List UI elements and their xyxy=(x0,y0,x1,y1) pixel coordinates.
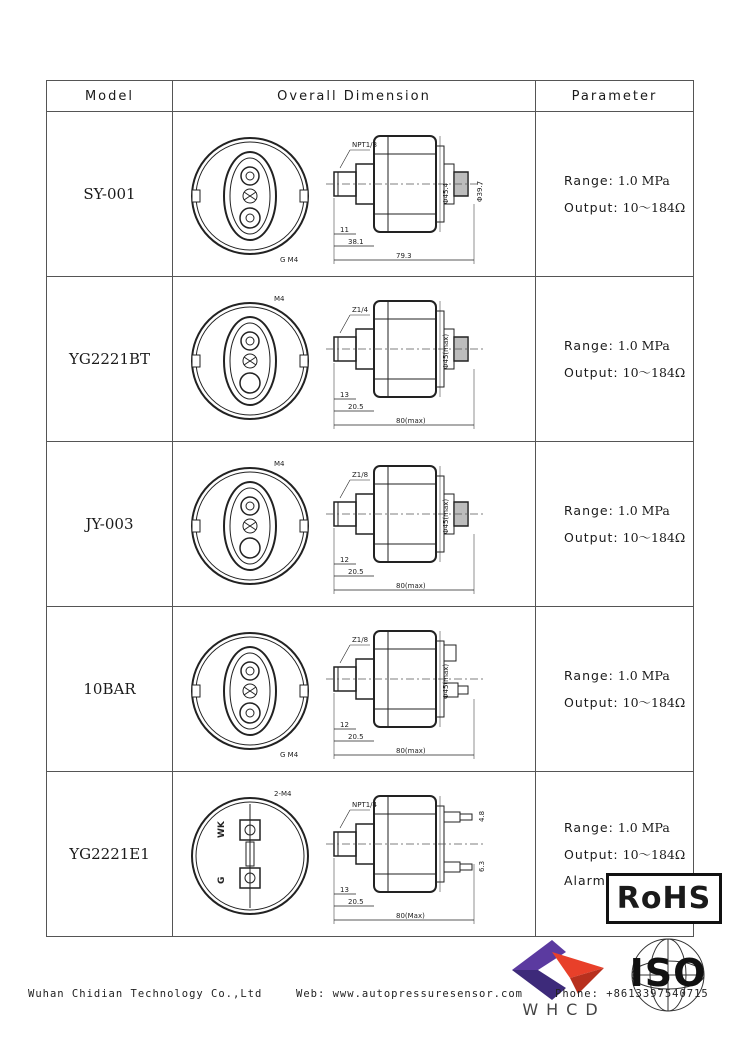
dim-b-label: 20.5 xyxy=(348,403,364,411)
terminal2-label: 6.3 xyxy=(478,860,486,872)
output-line xyxy=(564,528,693,546)
dim-a-label: 12 xyxy=(340,556,349,564)
dim-b-label: 20.5 xyxy=(348,568,364,576)
output-line xyxy=(564,845,693,863)
iso-text: ISO xyxy=(629,951,707,995)
parameter-cell xyxy=(536,442,694,607)
table-row xyxy=(47,277,694,442)
output-line xyxy=(564,198,693,216)
mount-label: G M4 xyxy=(280,751,299,759)
output-label: Output: xyxy=(564,847,619,862)
rohs-badge: RoHS xyxy=(606,873,722,924)
model-cell: YG2221BT xyxy=(47,277,173,442)
range-label: Range: xyxy=(564,667,614,683)
thread-label: Z1/8 xyxy=(352,471,369,479)
dim-b-label: 38.1 xyxy=(348,238,364,246)
range-value: 1.0 MPa xyxy=(617,667,670,683)
range-label: Range: xyxy=(564,502,614,518)
output-line xyxy=(564,693,693,711)
terminal1-label: 4.8 xyxy=(478,810,486,822)
table-row xyxy=(47,607,694,772)
sensor-dimension-drawing xyxy=(184,774,524,934)
table-row xyxy=(47,112,694,277)
diameter-label: Φ45(max) xyxy=(442,333,450,369)
parameter-cell xyxy=(536,112,694,277)
output-value: 10～184Ω xyxy=(622,364,686,380)
model-cell: SY-001 xyxy=(47,112,173,277)
mount-label: M4 xyxy=(274,295,285,303)
table-row xyxy=(47,442,694,607)
dimension-drawing-cell xyxy=(173,772,536,937)
model-cell: JY-003 xyxy=(47,442,173,607)
dim-b-label: 20.5 xyxy=(348,898,364,906)
thread-label: NPT1/4 xyxy=(352,801,377,809)
dim-a-label: 13 xyxy=(340,391,349,399)
range-label: Range: xyxy=(564,337,614,353)
dim-c-label: 80(Max) xyxy=(396,912,425,920)
header-overall-dimension: Overall Dimension xyxy=(173,81,536,112)
dimension-drawing-cell xyxy=(173,277,536,442)
dim-c-label: 80(max) xyxy=(396,582,426,590)
sensor-dimension-drawing xyxy=(184,279,524,439)
dim-c-label: 80(max) xyxy=(396,747,426,755)
table-body xyxy=(47,112,694,937)
dim-a-label: 13 xyxy=(340,886,349,894)
dimension-drawing-cell xyxy=(173,607,536,772)
diameter-label: Φ45.4 xyxy=(442,182,450,204)
thread-label: NPT1/8 xyxy=(352,141,377,149)
output-value: 10～184Ω xyxy=(622,529,686,545)
parameter-cell xyxy=(536,277,694,442)
dimension-drawing-cell xyxy=(173,112,536,277)
dim-c-label: 79.3 xyxy=(396,252,412,260)
footer-phone: Phone: +8613397540715 xyxy=(555,988,709,1000)
iso-logo xyxy=(618,933,718,1018)
output-value: 10～184Ω xyxy=(622,199,686,215)
sensor-dimension-drawing xyxy=(184,609,524,769)
range-line xyxy=(564,503,693,518)
output-value: 10～184Ω xyxy=(622,694,686,710)
diameter-label: Φ45(max) xyxy=(442,663,450,699)
output-label: Output: xyxy=(564,199,619,215)
thread-label: Z1/4 xyxy=(352,306,369,314)
model-cell: 10BAR xyxy=(47,607,173,772)
mount-label: G M4 xyxy=(280,256,299,264)
dim-a-label: 11 xyxy=(340,226,349,234)
model-cell: YG2221E1 xyxy=(47,772,173,937)
diameter2-label: Φ39.7 xyxy=(476,180,484,202)
table-header-row xyxy=(47,81,694,112)
output-label: Output: xyxy=(564,694,619,710)
range-value: 1.0 MPa xyxy=(617,172,670,188)
range-label: Range: xyxy=(564,820,614,835)
output-label: Output: xyxy=(564,529,619,545)
range-value: 1.0 MPa xyxy=(617,502,670,518)
brand-text: WHCD xyxy=(522,1000,606,1019)
diameter-label: Φ45(max) xyxy=(442,498,450,534)
mount-label: M4 xyxy=(274,460,285,468)
output-value: 10～184Ω xyxy=(622,847,686,862)
header-parameter: Parameter xyxy=(536,81,694,112)
table-row xyxy=(47,772,694,937)
range-line xyxy=(564,338,693,353)
mount-label: 2-M4 xyxy=(274,790,292,798)
parameter-cell xyxy=(536,607,694,772)
output-line xyxy=(564,363,693,381)
whcd-logo xyxy=(508,938,620,1028)
sensor-dimension-drawing xyxy=(184,114,524,274)
range-value: 1.0 MPa xyxy=(617,337,670,353)
sensor-dimension-drawing xyxy=(184,444,524,604)
g-label: G xyxy=(217,876,227,884)
dim-c-label: 80(max) xyxy=(396,417,426,425)
dim-b-label: 20.5 xyxy=(348,733,364,741)
footer-web: Web: www.autopressuresensor.com xyxy=(296,988,523,1000)
dimension-drawing-cell xyxy=(173,442,536,607)
range-value: 1.0 MPa xyxy=(617,820,670,835)
range-line xyxy=(564,820,693,835)
thread-label: Z1/8 xyxy=(352,636,369,644)
alarm-label: Alarm xyxy=(564,873,606,888)
header-model: Model xyxy=(47,81,173,112)
output-label: Output: xyxy=(564,364,619,380)
spec-table xyxy=(46,80,694,937)
range-line xyxy=(564,173,693,188)
dim-a-label: 12 xyxy=(340,721,349,729)
wk-label: WK xyxy=(217,821,227,838)
footer-company: Wuhan Chidian Technology Co.,Ltd xyxy=(28,988,263,1000)
range-line xyxy=(564,668,693,683)
range-label: Range: xyxy=(564,172,614,188)
